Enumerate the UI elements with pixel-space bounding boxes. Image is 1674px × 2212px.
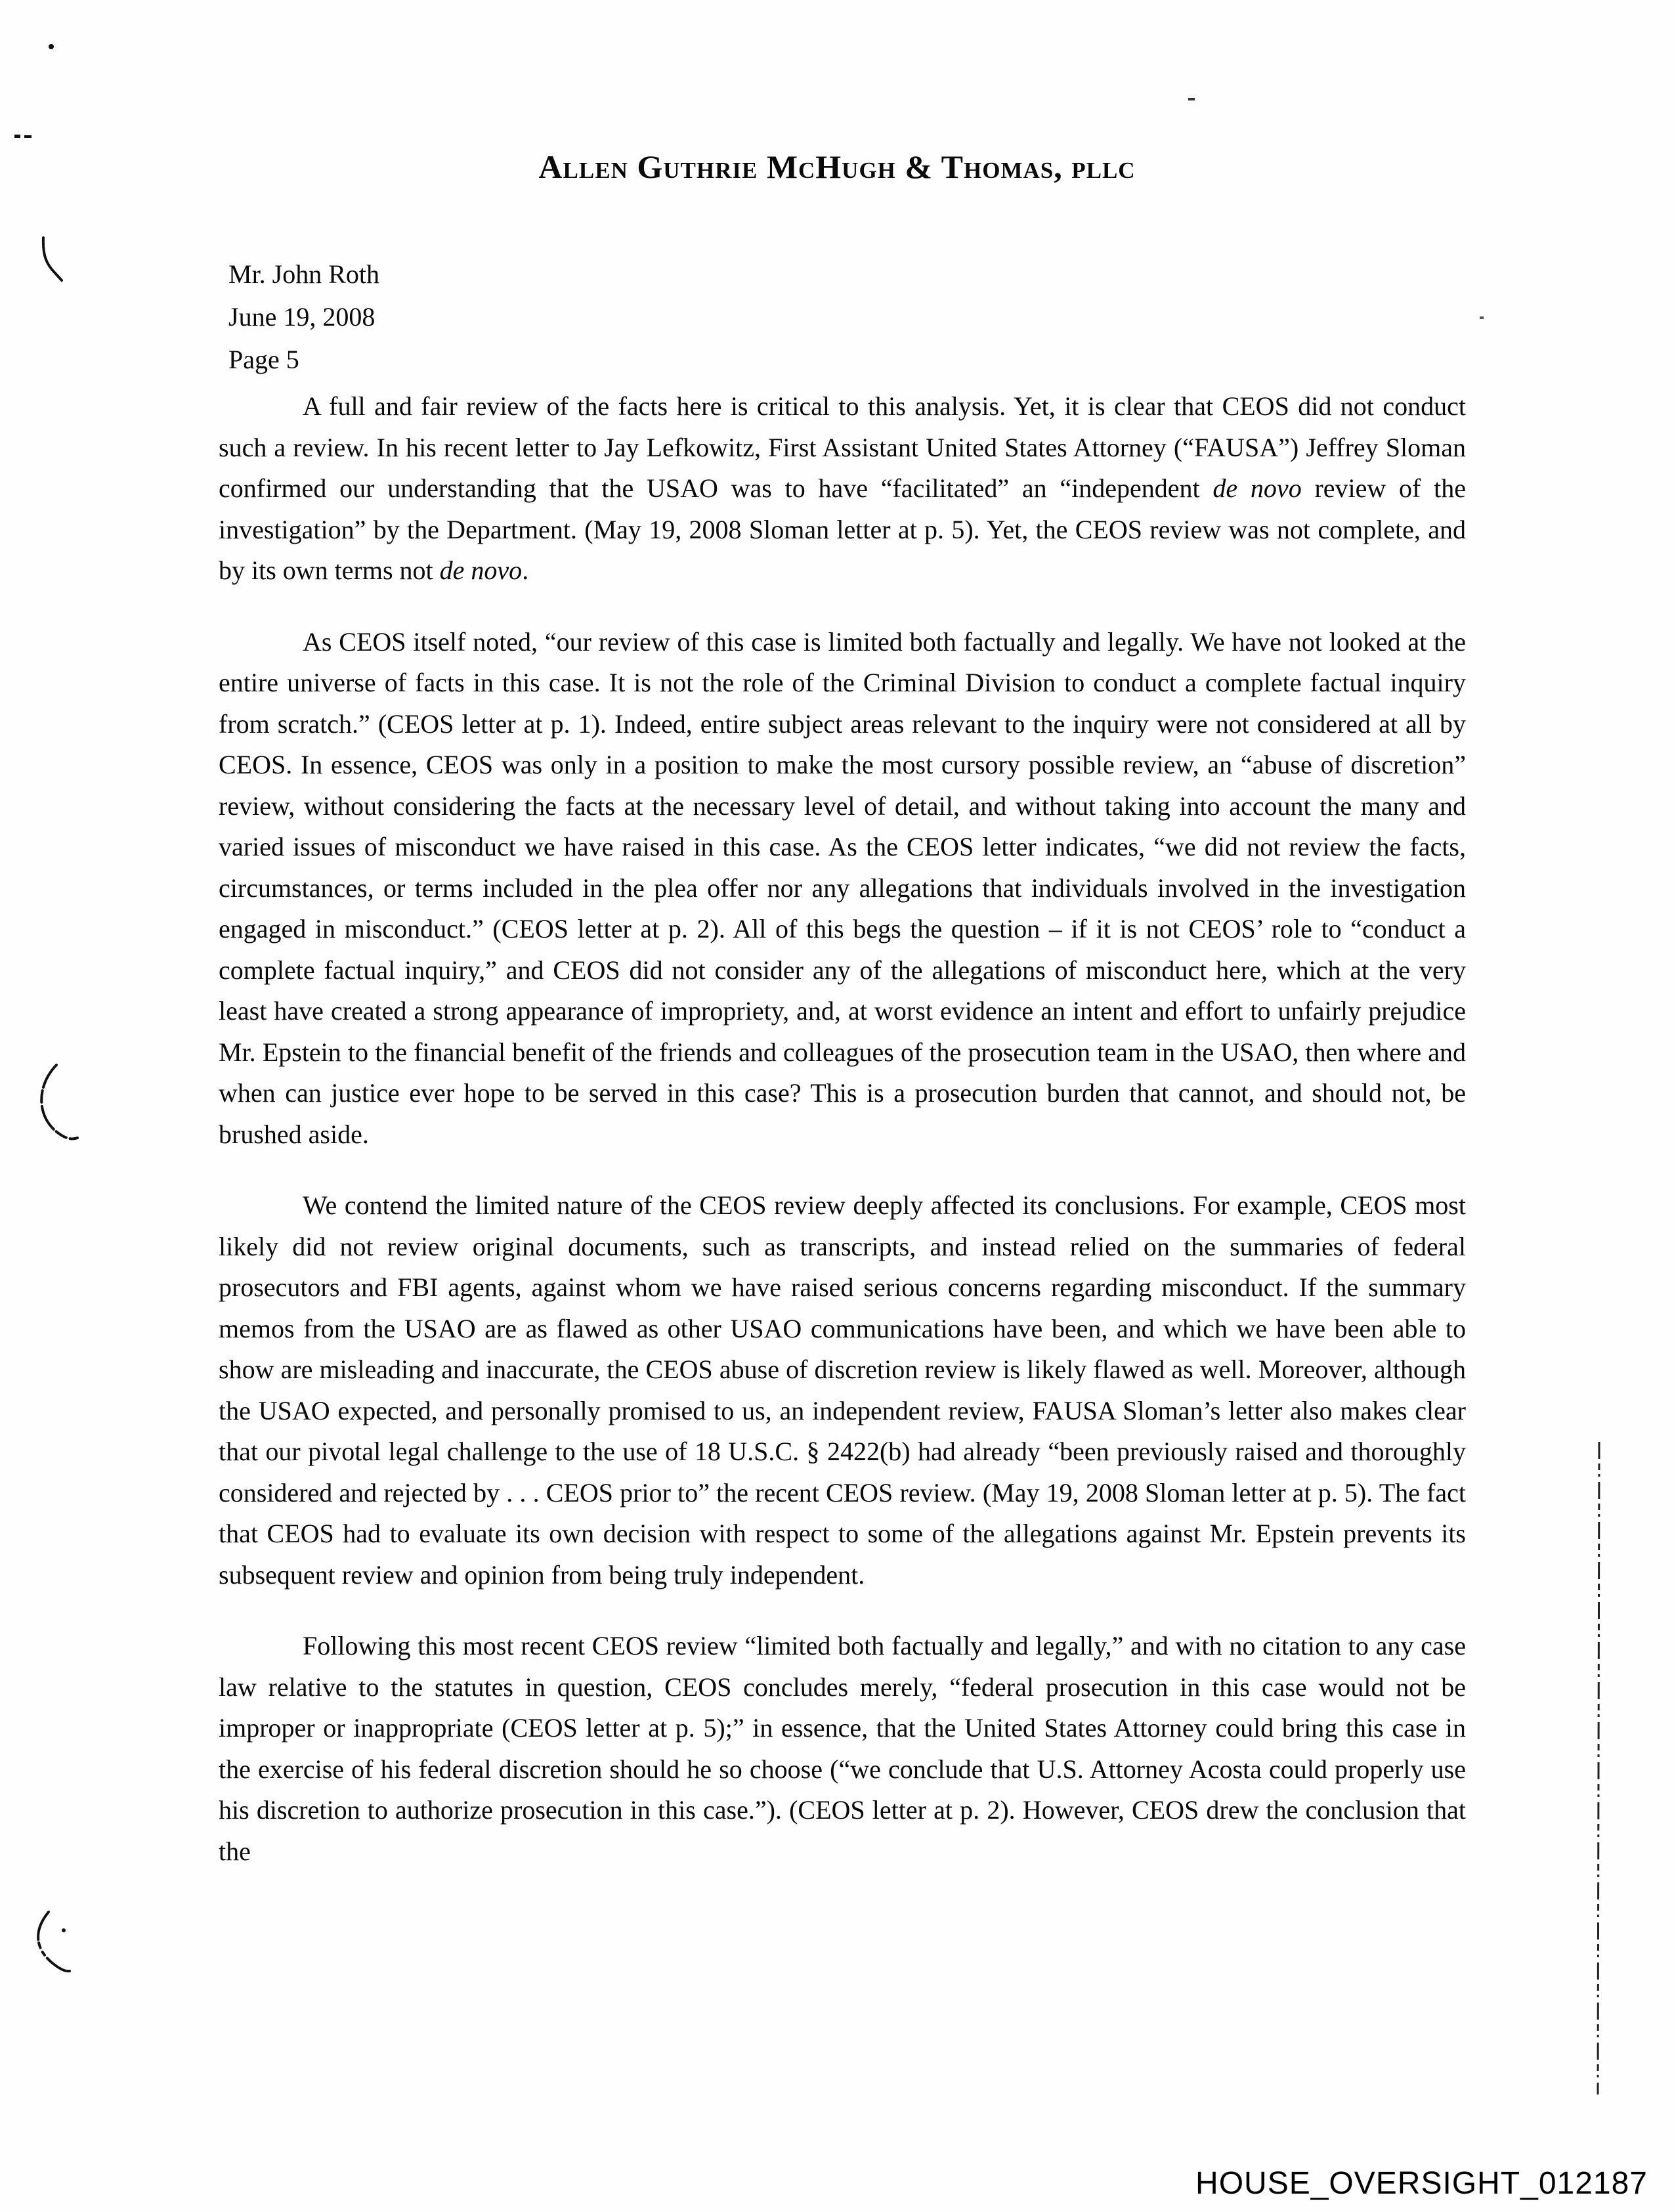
letter-date: June 19, 2008 (228, 302, 376, 332)
body-paragraph-1 (219, 386, 1466, 592)
scan-speck (24, 135, 32, 138)
recipient-block (228, 253, 379, 381)
text-run: Following this most recent CEOS review “limited both factually and legally,” and with no citation to any case law relative to the statutes in question, CEOS concludes merely, “federal prosecution in this case would not be improper or inappropriate (CEOS letter at p. 5);” in essence, that the United States Attorney could bring this case in the exercise of his federal discretion should he so choose (“we conclude that U.S. Attorney Acosta could properly use his discretion to authorize prosecution in this case.”). (CEOS letter at p. 2). However, CEOS drew the conclusion that the (219, 1631, 1466, 1866)
text-run: A full and fair review of the facts here is critical to this analysis. Yet, it is clear that CEOS did not conduct such a review. In his recent letter to Jay Lefkowitz, First Assistant United States Attorney (“FAUSA”) Jeffrey Sloman confirmed our understanding that the USAO was to have “facilitated” an “independent (219, 391, 1466, 503)
handwriting-paren-bottom-left (38, 1912, 70, 1971)
scan-speck (62, 1928, 66, 1932)
scan-speck (14, 135, 20, 138)
text-run: We contend the limited nature of the CEOS review deeply affected its conclusions. For example, CEOS most likely did not review original documents, such as transcripts, and instead relied on the summaries of federal prosecutors and FBI agents, against whom we have raised serious concerns regarding misconduct. If the summary memos from the USAO are as flawed as other USAO communications have been, and which we have been able to show are misleading and inaccurate, the CEOS abuse of discretion review is likely flawed as well. Moreover, although the USAO expected, and personally promised to us, an independent review, FAUSA Sloman’s letter also makes clear that our pivotal legal challenge to the use of 18 U.S.C. § 2422(b) had already “been previously raised and thoroughly considered and rejected by . . . CEOS prior to” the recent CEOS review. (May 19, 2008 Sloman letter at p. 5). The fact that CEOS had to evaluate its own decision with respect to some of the allegations against Mr. Epstein prevents its subsequent review and opinion from being truly independent. (219, 1190, 1466, 1590)
text-run: As CEOS itself noted, “our review of this case is limited both factually and legally. We have not looked at the entire universe of facts in this case. It is not the role of the Criminal Division to conduct a complete factual inquiry from scratch.” (CEOS letter at p. 1). Indeed, entire subject areas relevant to the inquiry were not considered at all by CEOS. In essence, CEOS was only in a position to make the most cursory possible review, an “abuse of discretion” review, without considering the facts at the necessary level of detail, and without taking into account the many and varied issues of misconduct we have raised in this case. As the CEOS letter indicates, “we did not review the facts, circumstances, or terms included in the plea offer nor any allegations that individuals involved in the investigation engaged in misconduct.” (CEOS letter at p. 2). All of this begs the question – if it is not CEOS’ role to “conduct a complete factual inquiry,” and CEOS did not consider any of the allegations of misconduct here, which at the very least have created a strong appearance of impropriety, and, at worst evidence an intent and effort to unfairly prejudice Mr. Epstein to the financial benefit of the friends and colleagues of the prosecution team in the USAO, then where and when can justice ever hope to be served in this case? This is a prosecution burden that cannot, and should not, be brushed aside. (219, 626, 1466, 1149)
scan-speck (1480, 316, 1484, 319)
body-paragraph-3 (219, 1185, 1466, 1595)
bates-stamp: HOUSE_OVERSIGHT_012187 (1195, 2166, 1648, 2201)
body-paragraph-2 (219, 622, 1466, 1156)
page-number-label: Page 5 (228, 345, 299, 374)
scan-artifact-dashed-line (1598, 1442, 1599, 2094)
scan-speck (49, 44, 54, 49)
letterhead-firm-name: Allen Guthrie McHugh & Thomas, pllc (538, 148, 1136, 185)
text-run: . (522, 555, 529, 585)
letter-body (219, 386, 1466, 1872)
body-paragraph-4 (219, 1626, 1466, 1872)
handwriting-paren-left-middle (41, 1065, 77, 1139)
text-run: review of the investigation” by the Department. (May 19, 2008 Sloman letter at p. 5). Yet, the CEOS review was not complete, and by its own terms not (219, 473, 1466, 585)
italic-text-run: de novo (1213, 473, 1302, 503)
scan-speck (1188, 98, 1195, 100)
italic-text-run: de novo (439, 555, 523, 585)
recipient-name: Mr. John Roth (228, 259, 380, 289)
handwriting-mark-top-left (43, 238, 62, 280)
